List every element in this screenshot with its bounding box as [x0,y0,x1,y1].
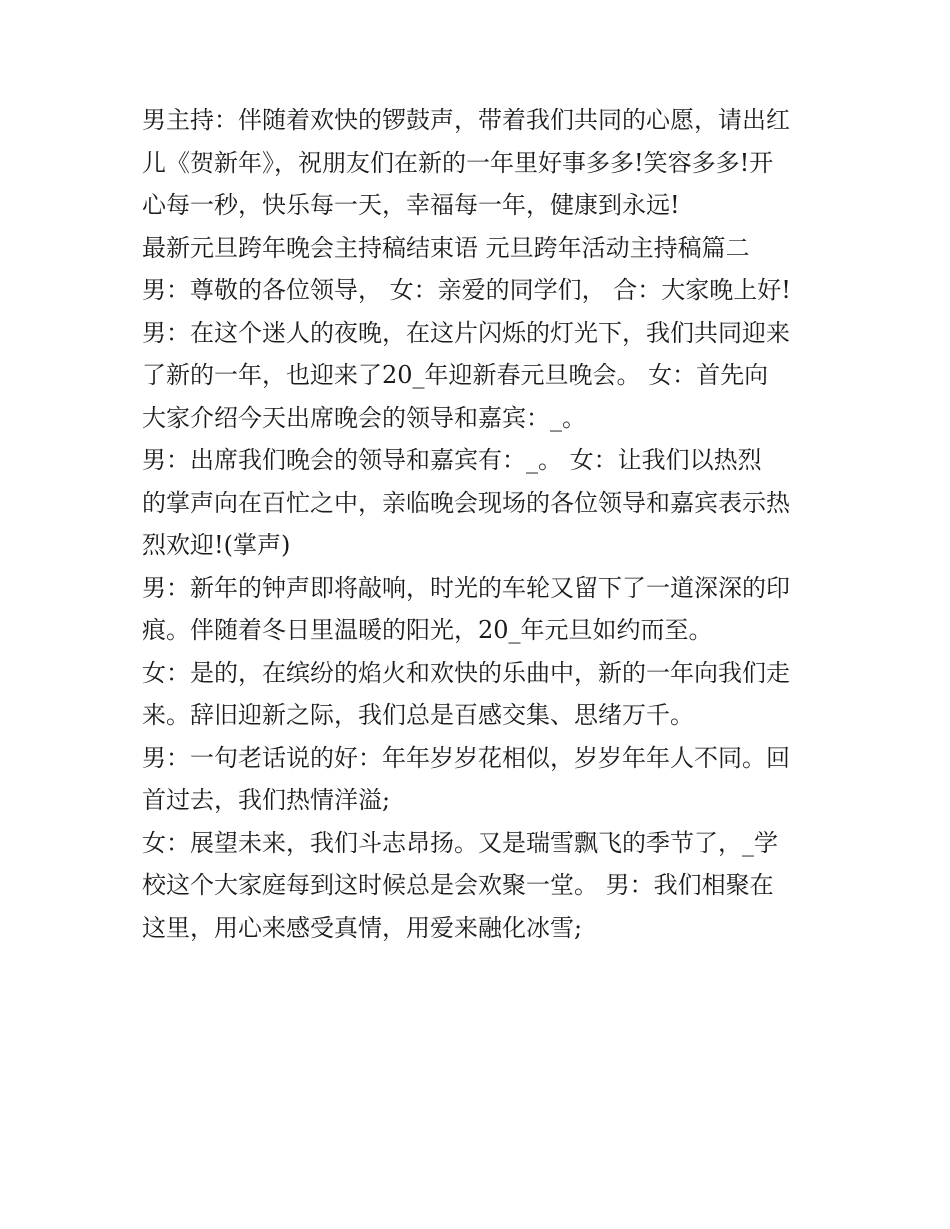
text-line: 校这个大家庭每到这时候总是会欢聚一堂。 男：我们相聚在 [142,871,774,899]
text-line: 男：出席我们晚会的领导和嘉宾有：_。 女：让我们以热烈 [142,446,762,474]
text-line: 男主持：伴随着欢快的锣鼓声，带着我们共同的心愿，请出红 [142,106,790,134]
text-line: 女：是的，在缤纷的焰火和欢快的乐曲中，新的一年向我们走 [142,658,790,687]
text-line: 了新的一年，也迎来了20_年迎新春元旦晚会。 女：首先向 [142,361,769,389]
text-line: 男：一句老话说的好：年年岁岁花相似，岁岁年年人不同。回 [142,743,790,772]
text-line: 这里，用心来感受真情，用爱来融化冰雪; [142,913,583,942]
text-line: 心每一秒，快乐每一天，幸福每一年，健康到永远! [142,191,680,219]
text-line: 儿《贺新年》，祝朋友们在新的一年里好事多多!笑容多多!开 [142,148,774,177]
text-line: 痕。伴随着冬日里温暖的阳光，20_年元旦如约而至。 [142,616,713,644]
document-page [142,106,822,956]
text-line: 大家介绍今天出席晚会的领导和嘉宾：_。 [142,403,586,432]
text-line: 女：展望未来，我们斗志昂扬。又是瑞雪飘飞的季节了，_学 [142,828,778,857]
text-line: 男：新年的钟声即将敲响，时光的车轮又留下了一道深深的印 [142,573,790,602]
text-line: 男：在这个迷人的夜晚，在这片闪烁的灯光下，我们共同迎来 [142,318,790,347]
text-line: 男：尊敬的各位领导， 女：亲爱的同学们， 合：大家晚上好! [142,276,791,304]
text-line: 烈欢迎!(掌声) [142,531,291,559]
text-line: 首过去，我们热情洋溢; [142,786,391,814]
text-line: 的掌声向在百忙之中，亲临晚会现场的各位领导和嘉宾表示热 [142,488,790,517]
section-heading: 最新元旦跨年晚会主持稿结束语 元旦跨年活动主持稿篇二 [142,233,750,262]
text-line: 来。辞旧迎新之际，我们总是百感交集、思绪万千。 [142,701,694,729]
